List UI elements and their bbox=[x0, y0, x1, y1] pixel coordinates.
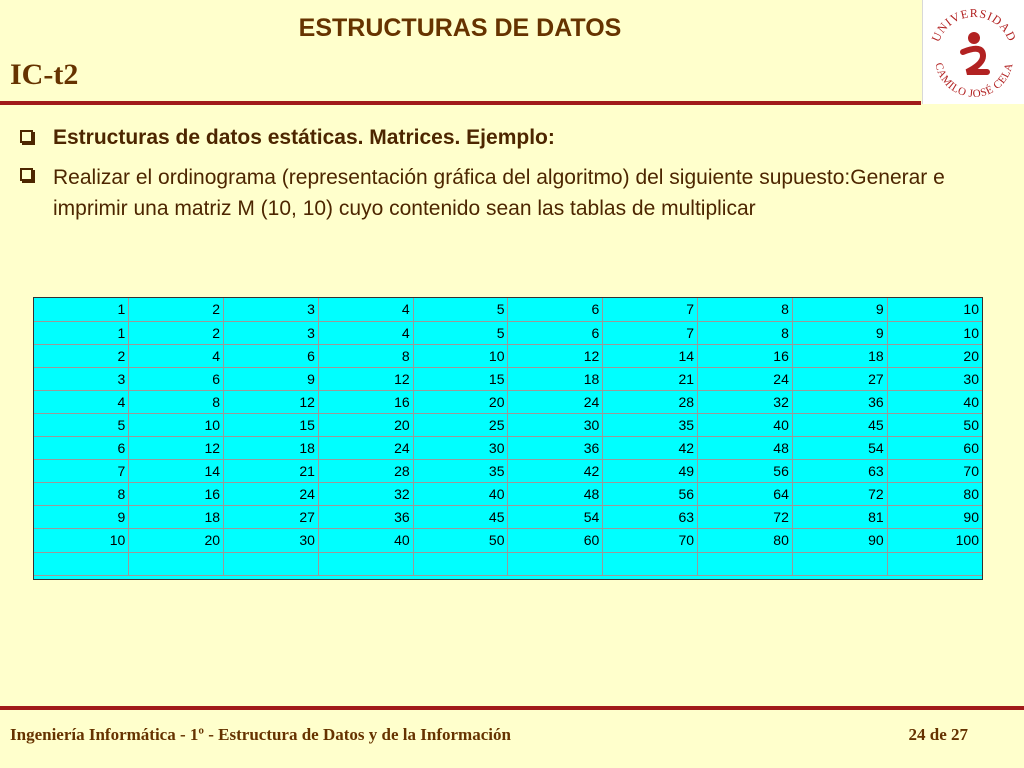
matrix-cell: 6 bbox=[224, 344, 319, 367]
matrix-cell: 50 bbox=[413, 529, 508, 552]
matrix-cell: 14 bbox=[603, 344, 698, 367]
matrix-cell: 40 bbox=[698, 413, 793, 436]
matrix-cell: 27 bbox=[792, 367, 887, 390]
matrix-cell: 12 bbox=[318, 367, 413, 390]
matrix-cell: 6 bbox=[129, 367, 224, 390]
matrix-cell: 10 bbox=[34, 529, 129, 552]
matrix-cell: 20 bbox=[887, 344, 982, 367]
matrix-cell: 6 bbox=[508, 298, 603, 321]
matrix-cell: 20 bbox=[318, 413, 413, 436]
matrix-cell: 5 bbox=[34, 413, 129, 436]
matrix-cell: 3 bbox=[224, 298, 319, 321]
matrix-cell: 45 bbox=[792, 413, 887, 436]
matrix-cell: 1 bbox=[34, 321, 129, 344]
matrix-row bbox=[34, 321, 982, 344]
matrix-cell: 18 bbox=[792, 344, 887, 367]
matrix-row bbox=[34, 390, 982, 413]
matrix-cell: 32 bbox=[698, 390, 793, 413]
matrix-row bbox=[34, 460, 982, 483]
matrix-cell: 70 bbox=[887, 460, 982, 483]
matrix-cell bbox=[887, 552, 982, 575]
matrix-cell: 16 bbox=[698, 344, 793, 367]
checkbox-bullet-icon bbox=[20, 130, 33, 143]
matrix-cell: 2 bbox=[129, 321, 224, 344]
matrix-cell: 36 bbox=[792, 390, 887, 413]
matrix-cell: 3 bbox=[34, 367, 129, 390]
matrix-cell: 5 bbox=[413, 321, 508, 344]
matrix-cell: 18 bbox=[129, 506, 224, 529]
matrix-cell: 7 bbox=[603, 298, 698, 321]
matrix-cell: 18 bbox=[224, 437, 319, 460]
bottom-divider bbox=[0, 706, 1024, 710]
matrix-cell: 18 bbox=[508, 367, 603, 390]
matrix-row bbox=[34, 367, 982, 390]
matrix-cell bbox=[792, 552, 887, 575]
matrix-cell: 16 bbox=[129, 483, 224, 506]
matrix-cell: 64 bbox=[698, 483, 793, 506]
matrix-cell: 40 bbox=[887, 390, 982, 413]
matrix-cell: 7 bbox=[603, 321, 698, 344]
matrix-cell: 10 bbox=[413, 344, 508, 367]
matrix-cell: 24 bbox=[318, 437, 413, 460]
matrix-cell: 15 bbox=[224, 413, 319, 436]
matrix-cell bbox=[413, 552, 508, 575]
matrix-cell: 9 bbox=[34, 506, 129, 529]
matrix-cell: 6 bbox=[508, 321, 603, 344]
matrix-cell: 45 bbox=[413, 506, 508, 529]
bullet-text: Realizar el ordinograma (representación gráfica del algoritmo) del siguiente supuesto:Generar e imprimir una matriz M (10, 10) cuyo contenido sean las tablas de multiplicar bbox=[53, 166, 945, 220]
matrix-cell: 24 bbox=[224, 483, 319, 506]
matrix-cell: 16 bbox=[318, 390, 413, 413]
matrix-cell: 100 bbox=[887, 529, 982, 552]
matrix-cell: 30 bbox=[413, 437, 508, 460]
matrix-cell: 8 bbox=[698, 298, 793, 321]
top-divider bbox=[0, 101, 921, 105]
matrix-cell: 50 bbox=[887, 413, 982, 436]
matrix-cell: 72 bbox=[698, 506, 793, 529]
matrix-cell: 72 bbox=[792, 483, 887, 506]
matrix-cell bbox=[698, 552, 793, 575]
matrix-cell bbox=[603, 552, 698, 575]
matrix-cell: 24 bbox=[698, 367, 793, 390]
university-logo bbox=[922, 0, 1024, 104]
matrix-cell: 21 bbox=[224, 460, 319, 483]
matrix-cell: 80 bbox=[887, 483, 982, 506]
bullet-item bbox=[20, 124, 1005, 152]
matrix-cell: 7 bbox=[34, 460, 129, 483]
matrix-cell: 54 bbox=[792, 437, 887, 460]
bullet-list bbox=[20, 124, 1005, 234]
matrix-cell: 60 bbox=[887, 437, 982, 460]
matrix-row bbox=[34, 483, 982, 506]
matrix-row bbox=[34, 529, 982, 552]
matrix-table bbox=[34, 298, 982, 576]
matrix-cell: 1 bbox=[34, 298, 129, 321]
matrix-cell: 40 bbox=[413, 483, 508, 506]
matrix-cell: 10 bbox=[887, 321, 982, 344]
matrix-cell: 20 bbox=[129, 529, 224, 552]
matrix-cell: 9 bbox=[224, 367, 319, 390]
matrix-cell: 10 bbox=[887, 298, 982, 321]
matrix-cell: 4 bbox=[318, 321, 413, 344]
matrix-cell: 56 bbox=[698, 460, 793, 483]
matrix-cell: 48 bbox=[508, 483, 603, 506]
page-number: 24 de 27 bbox=[908, 725, 968, 744]
checkbox-bullet-icon bbox=[20, 168, 33, 181]
matrix-cell: 2 bbox=[129, 298, 224, 321]
matrix-cell: 27 bbox=[224, 506, 319, 529]
matrix-row bbox=[34, 552, 982, 575]
slide-header-title: ESTRUCTURAS DE DATOS bbox=[298, 14, 622, 42]
matrix-cell bbox=[318, 552, 413, 575]
matrix-cell: 12 bbox=[224, 390, 319, 413]
matrix-cell: 30 bbox=[224, 529, 319, 552]
matrix-cell: 40 bbox=[318, 529, 413, 552]
matrix-cell: 9 bbox=[792, 298, 887, 321]
matrix-cell bbox=[129, 552, 224, 575]
matrix-cell: 36 bbox=[508, 437, 603, 460]
matrix-cell: 42 bbox=[508, 460, 603, 483]
matrix-cell: 12 bbox=[508, 344, 603, 367]
matrix-cell: 56 bbox=[603, 483, 698, 506]
matrix-cell: 30 bbox=[887, 367, 982, 390]
matrix-cell: 48 bbox=[698, 437, 793, 460]
matrix-cell: 35 bbox=[413, 460, 508, 483]
matrix-cell: 8 bbox=[698, 321, 793, 344]
matrix-cell: 90 bbox=[887, 506, 982, 529]
matrix-cell: 5 bbox=[413, 298, 508, 321]
university-seal-icon bbox=[923, 0, 1024, 104]
matrix-cell: 8 bbox=[34, 483, 129, 506]
bullet-item bbox=[20, 162, 1005, 224]
matrix-cell: 20 bbox=[413, 390, 508, 413]
matrix-row bbox=[34, 506, 982, 529]
matrix-cell: 12 bbox=[129, 437, 224, 460]
matrix-cell: 30 bbox=[508, 413, 603, 436]
matrix-cell: 70 bbox=[603, 529, 698, 552]
matrix-cell: 36 bbox=[318, 506, 413, 529]
svg-text:CAMILO JOSÉ CELA: CAMILO JOSÉ CELA bbox=[932, 61, 1016, 101]
matrix-cell: 35 bbox=[603, 413, 698, 436]
matrix-cell: 90 bbox=[792, 529, 887, 552]
matrix-cell: 63 bbox=[603, 506, 698, 529]
matrix-cell: 14 bbox=[129, 460, 224, 483]
footer-course: Ingeniería Informática - 1º - Estructura de Datos y de la Información bbox=[10, 725, 511, 744]
matrix-cell: 54 bbox=[508, 506, 603, 529]
matrix-cell: 25 bbox=[413, 413, 508, 436]
matrix-cell bbox=[508, 552, 603, 575]
matrix-cell: 28 bbox=[603, 390, 698, 413]
matrix-cell: 81 bbox=[792, 506, 887, 529]
matrix-cell: 6 bbox=[34, 437, 129, 460]
multiplication-matrix bbox=[33, 297, 983, 580]
bullet-text: Estructuras de datos estáticas. Matrices. Ejemplo: bbox=[53, 126, 555, 149]
matrix-cell: 9 bbox=[792, 321, 887, 344]
matrix-cell bbox=[224, 552, 319, 575]
matrix-cell: 49 bbox=[603, 460, 698, 483]
matrix-cell: 21 bbox=[603, 367, 698, 390]
matrix-cell: 3 bbox=[224, 321, 319, 344]
matrix-cell: 60 bbox=[508, 529, 603, 552]
matrix-cell: 28 bbox=[318, 460, 413, 483]
matrix-cell: 4 bbox=[34, 390, 129, 413]
matrix-cell: 8 bbox=[318, 344, 413, 367]
matrix-cell: 42 bbox=[603, 437, 698, 460]
matrix-row bbox=[34, 413, 982, 436]
course-code: IC-t2 bbox=[10, 58, 79, 91]
matrix-cell: 15 bbox=[413, 367, 508, 390]
matrix-header-row bbox=[34, 298, 982, 321]
matrix-cell: 80 bbox=[698, 529, 793, 552]
matrix-cell: 10 bbox=[129, 413, 224, 436]
matrix-cell: 24 bbox=[508, 390, 603, 413]
matrix-cell: 8 bbox=[129, 390, 224, 413]
matrix-row bbox=[34, 344, 982, 367]
matrix-cell: 32 bbox=[318, 483, 413, 506]
matrix-cell: 4 bbox=[318, 298, 413, 321]
svg-text:UNIVERSIDAD: UNIVERSIDAD bbox=[928, 5, 1020, 44]
matrix-cell: 2 bbox=[34, 344, 129, 367]
matrix-row bbox=[34, 437, 982, 460]
matrix-cell: 4 bbox=[129, 344, 224, 367]
matrix-cell: 63 bbox=[792, 460, 887, 483]
matrix-cell bbox=[34, 552, 129, 575]
